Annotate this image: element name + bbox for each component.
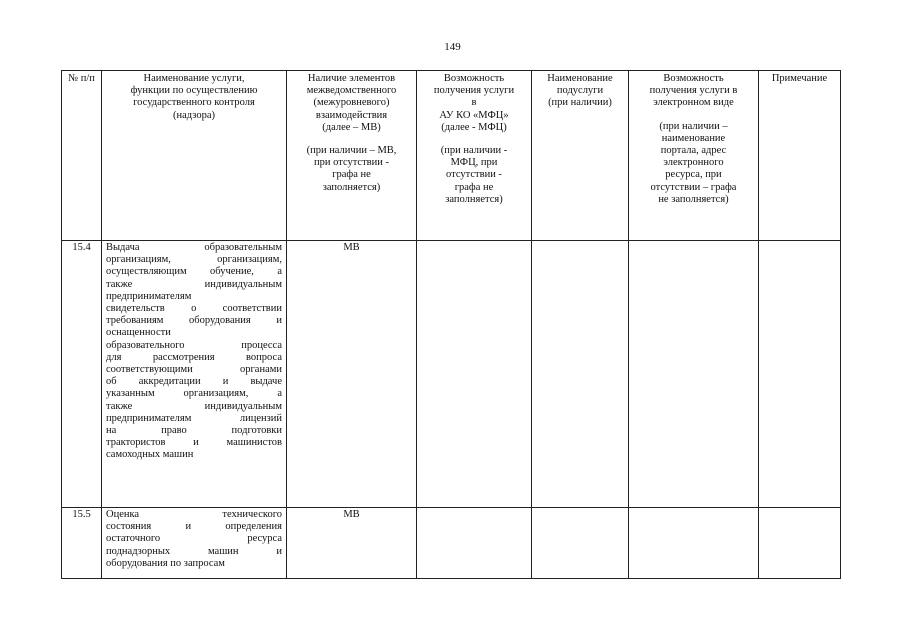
header-line: (при наличии – МВ,	[306, 145, 397, 157]
header-line: графа не	[332, 169, 371, 181]
header-line: Наименование	[547, 73, 613, 84]
header-line: электронного	[663, 157, 724, 169]
header-electronic	[629, 71, 759, 241]
note-value	[759, 508, 841, 579]
header-line: Примечание	[771, 73, 828, 84]
description-line: трактористов и машинистов	[106, 437, 282, 449]
description-line: образовательного процесса	[106, 339, 282, 351]
header-line: в	[471, 97, 477, 109]
header-line: (при наличии -	[440, 145, 508, 157]
services-table	[61, 70, 841, 579]
header-line: ресурса, при	[665, 169, 722, 181]
header-line: (далее - МФЦ)	[441, 121, 507, 133]
interagency-value: МВ	[287, 508, 417, 579]
description-line: самоходных машин	[106, 449, 194, 461]
header-line: функции по осуществлению	[130, 85, 258, 97]
header-line: (надзора)	[173, 109, 215, 121]
header-mfc	[417, 71, 532, 241]
note-value	[759, 241, 841, 508]
header-line: Наличие элементов	[307, 73, 396, 84]
header-service-name	[102, 71, 287, 241]
description-line: остаточного ресурса	[106, 533, 282, 545]
header-line: получения услуги в	[649, 85, 738, 97]
description-line: для рассмотрения вопроса	[106, 351, 282, 363]
header-line: при отсутствии -	[314, 157, 389, 169]
description-line: организациям, организациям,	[106, 254, 282, 266]
description-line: поднадзорных машин и	[106, 545, 282, 557]
electronic-value	[629, 241, 759, 508]
header-line: заполняется)	[445, 193, 503, 205]
description-line: указанным организациям, а	[106, 388, 282, 400]
description-line: об аккредитации и выдаче	[106, 376, 282, 388]
header-note	[759, 71, 841, 241]
description-line: осуществляющим обучение, а	[106, 266, 282, 278]
header-line: (далее – МВ)	[322, 121, 381, 133]
description-line: также индивидуальным	[106, 278, 282, 290]
header-line: (межуровневого)	[313, 97, 390, 109]
row-number: 15.4	[62, 241, 102, 508]
table-row	[62, 241, 841, 508]
row-number: 15.5	[62, 508, 102, 579]
description-line: также индивидуальным	[106, 400, 282, 412]
header-line: государственного контроля	[133, 97, 255, 109]
header-num	[62, 71, 102, 241]
header-line: межведомственного	[306, 85, 397, 97]
header-line: (при наличии)	[548, 97, 612, 109]
header-line: подуслуги	[556, 85, 604, 97]
header-line: получения услуги	[433, 85, 515, 97]
header-line: АУ КО «МФЦ»	[439, 109, 509, 121]
header-gap	[421, 134, 527, 145]
description-line: предпринимателям	[106, 290, 192, 302]
header-line: № п/п	[68, 73, 95, 84]
header-line: заполняется)	[322, 181, 381, 193]
header-gap	[291, 134, 412, 145]
description-line: свидетельств о соответствии	[106, 303, 282, 315]
header-line: графа не	[454, 181, 494, 193]
description-line: требованиям оборудования и	[106, 315, 282, 327]
table-row	[62, 508, 841, 579]
header-gap	[633, 110, 754, 121]
mfc-value	[417, 241, 532, 508]
subservice-value	[532, 508, 629, 579]
header-line: отсутствии -	[446, 169, 502, 181]
description-line: Выдача образовательным	[106, 242, 282, 253]
electronic-value	[629, 508, 759, 579]
table-header-row	[62, 71, 841, 241]
header-line: не заполняется)	[658, 193, 729, 205]
header-line: наименование	[661, 132, 726, 144]
description-line: на право подготовки	[106, 425, 282, 437]
description-line: состояния и определения	[106, 521, 282, 533]
header-line: МФЦ, при	[450, 157, 498, 169]
service-description	[102, 241, 287, 508]
header-line: Возможность	[443, 73, 505, 84]
service-description	[102, 508, 287, 579]
description-line: предпринимателям лицензий	[106, 412, 282, 424]
header-line: (при наличии –	[659, 120, 728, 132]
header-line: взаимодействия	[315, 109, 388, 121]
interagency-value: МВ	[287, 241, 417, 508]
description-line: соответствующими органами	[106, 364, 282, 376]
header-line: электронном виде	[653, 97, 734, 109]
header-interagency	[287, 71, 417, 241]
header-subservice	[532, 71, 629, 241]
header-line: портала, адрес	[660, 145, 727, 157]
subservice-value	[532, 241, 629, 508]
mfc-value	[417, 508, 532, 579]
header-line: отсутствии – графа	[650, 181, 737, 193]
page-number: 149	[444, 41, 461, 53]
header-line: Возможность	[663, 73, 724, 84]
description-line: оборудования по запросам	[106, 557, 225, 569]
description-line: Оценка технического	[106, 509, 282, 520]
description-line: оснащенности	[106, 327, 171, 339]
header-line: Наименование услуги,	[143, 73, 245, 84]
